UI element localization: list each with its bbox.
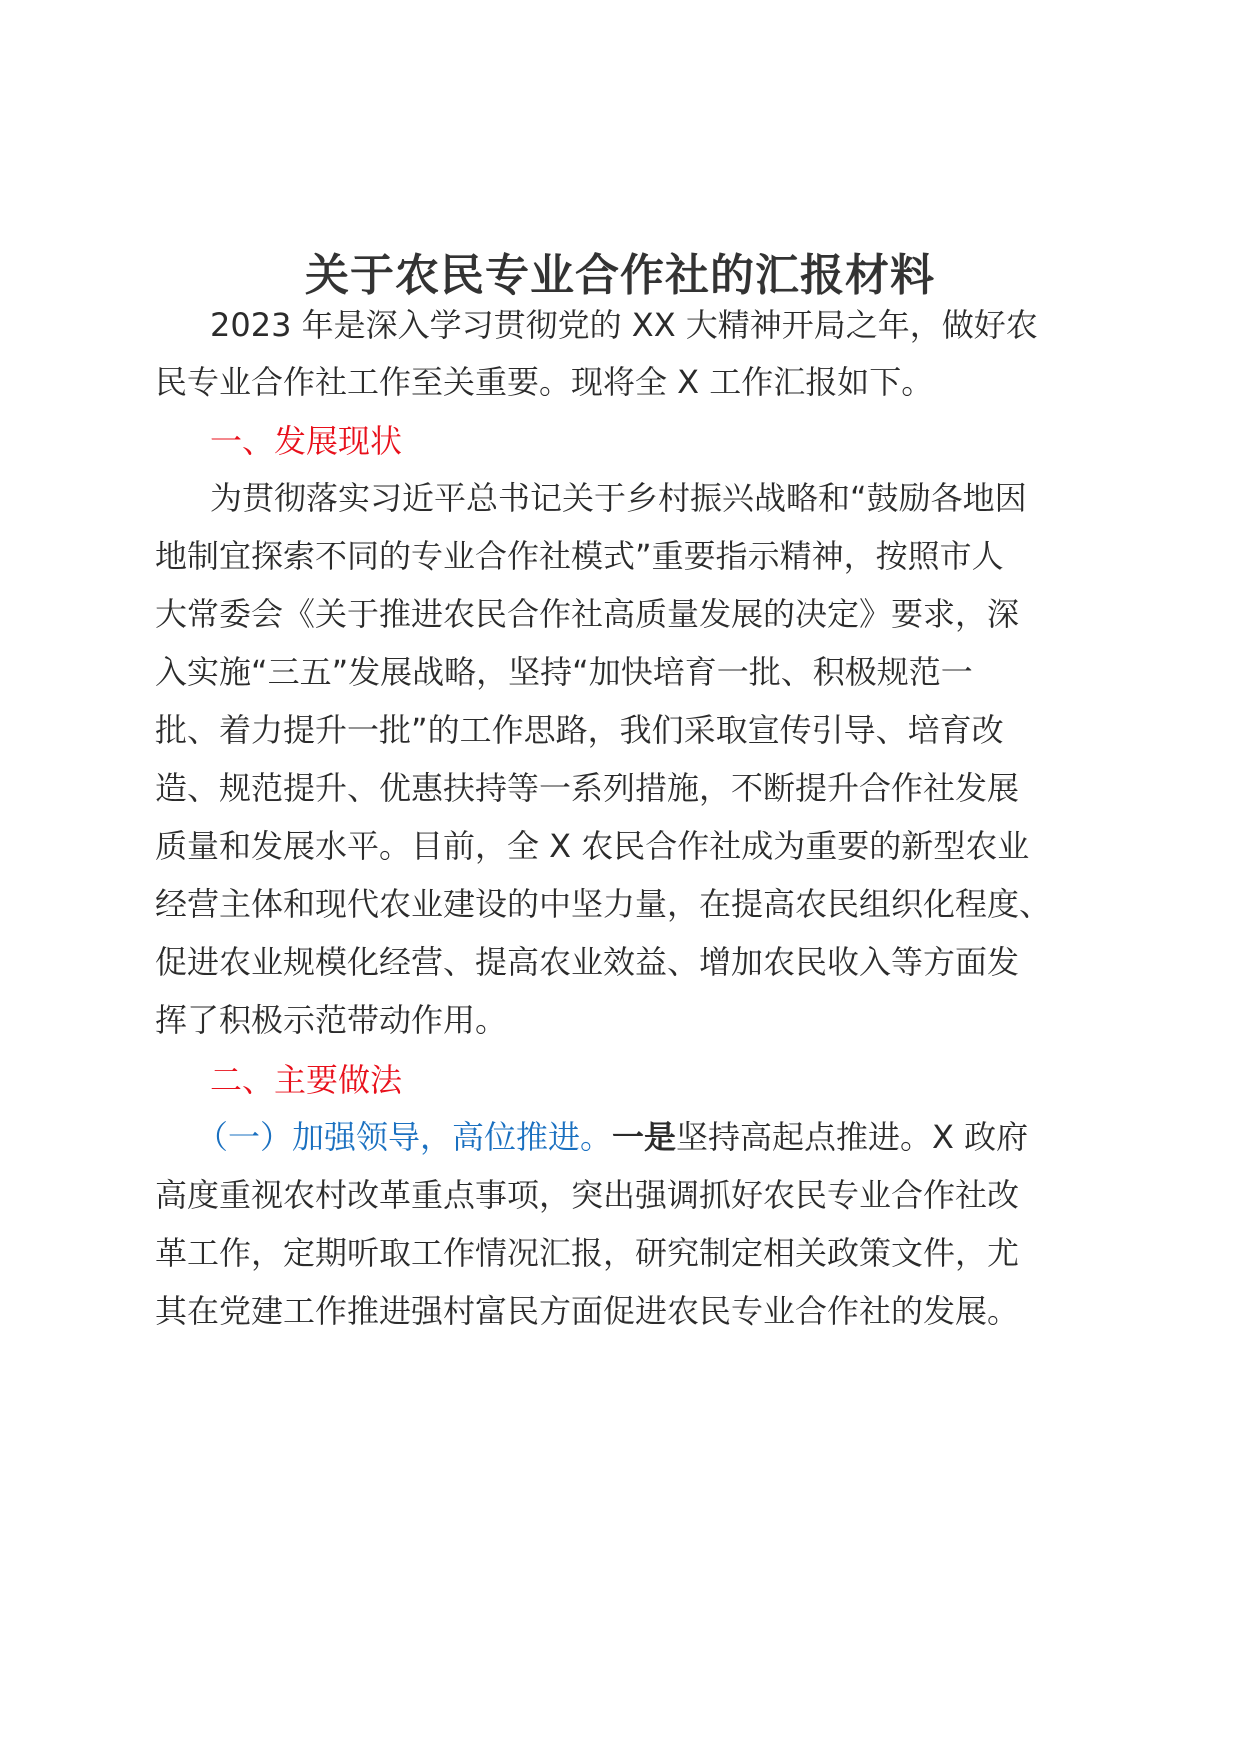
intro-line-1: 2023 年是深入学习贯彻党的 XX 大精神开局之年，做好农 bbox=[210, 306, 1038, 344]
intro-line-2: 民专业合作社工作至关重要。现将全 X 工作汇报如下。 bbox=[155, 363, 934, 401]
paragraph-line: 革工作，定期听取工作情况汇报，研究制定相关政策文件，尤 bbox=[155, 1234, 1020, 1272]
paragraph-line: 经营主体和现代农业建设的中坚力量，在提高农民组织化程度、 bbox=[155, 885, 1052, 923]
paragraph-line: 入实施“三五”发展战略，坚持“加快培育一批、积极规范一 bbox=[155, 653, 973, 691]
paragraph-line: 造、规范提升、优惠扶持等一系列措施，不断提升合作社发展 bbox=[155, 769, 1020, 807]
paragraph-line: 高度重视农村改革重点事项，突出强调抓好农民专业合作社改 bbox=[155, 1176, 1020, 1214]
document-title: 关于农民专业合作社的汇报材料 bbox=[305, 250, 935, 301]
subsection-text: 坚持高起点推进。X 政府 bbox=[676, 1118, 1029, 1156]
paragraph-line: 地制宜探索不同的专业合作社模式”重要指示精神，按照市人 bbox=[155, 537, 1004, 575]
subsection-bold-lead: 一是 bbox=[612, 1118, 677, 1156]
paragraph-line: 质量和发展水平。目前，全 X 农民合作社成为重要的新型农业 bbox=[155, 827, 1030, 865]
subsection-line bbox=[196, 1117, 1028, 1157]
paragraph-line: 促进农业规模化经营、提高农业效益、增加农民收入等方面发 bbox=[155, 943, 1020, 981]
paragraph-line: 为贯彻落实习近平总书记关于乡村振兴战略和“鼓励各地因 bbox=[210, 479, 1027, 517]
paragraph-line: 挥了积极示范带动作用。 bbox=[155, 1001, 508, 1039]
paragraph-line: 其在党建工作推进强村富民方面促进农民专业合作社的发展。 bbox=[155, 1292, 1020, 1330]
subsection-heading: （一）加强领导，高位推进。 bbox=[196, 1118, 613, 1156]
section-heading-development-status: 一、发展现状 bbox=[210, 422, 403, 460]
paragraph-line: 大常委会《关于推进农民合作社高质量发展的决定》要求，深 bbox=[155, 595, 1020, 633]
paragraph-line: 批、着力提升一批”的工作思路，我们采取宣传引导、培育改 bbox=[155, 711, 1004, 749]
section-heading-main-practices: 二、主要做法 bbox=[210, 1061, 403, 1099]
